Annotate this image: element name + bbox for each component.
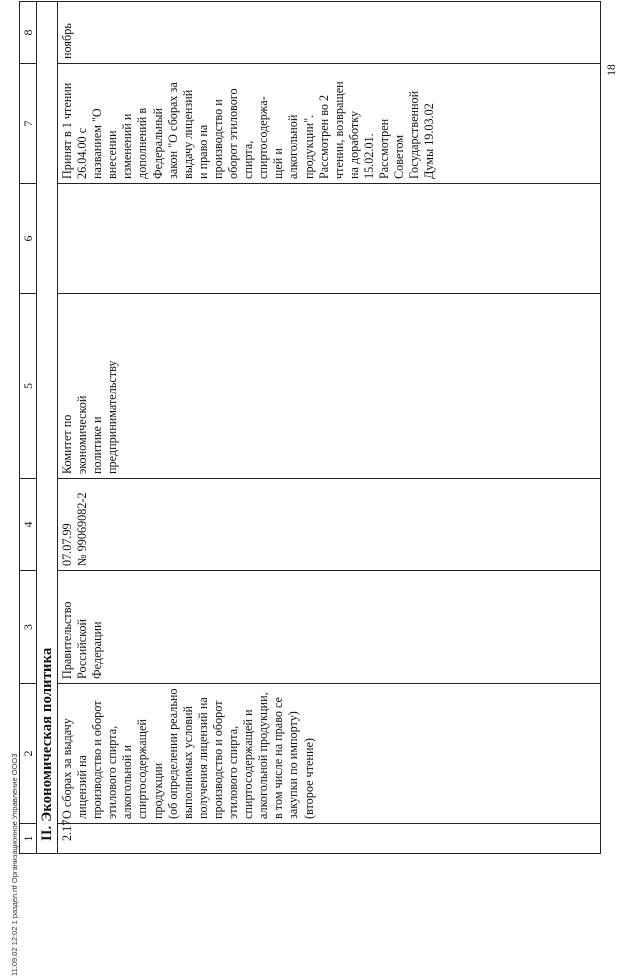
bill-initiator: Правительство Российской Федерации [58,571,601,684]
col-number: 7 [20,64,37,184]
page-number: 18 [606,64,618,76]
col-number: 5 [20,294,37,479]
column-number-row [20,2,37,854]
column-6-cell [58,184,601,294]
bill-date-number: 07.07.99 № 99069082-2 [58,479,601,571]
col-number: 1 [20,824,37,854]
responsible-committee: Комитет по экономической политике и предпринимательству [58,294,601,479]
section-row [37,2,58,854]
bill-status: Принят в 1 чтении 26.04.00 с названием "О внесении изменений и дополнений в Федеральный закон "О сборах за выдачу лицензий и право на производство и оборот этилового спирта, спиртосодержа- щей и алкогольной продукции". Рассмотрен во 2 чтении, возвращен на доработку 15.02.01. Рассмотрен Советом Государственной Думы 19.03.02 [58,64,601,184]
rotated-table-sheet [19,2,600,854]
bill-table [19,1,601,854]
col-number: 6 [20,184,37,294]
table-bottom-border [601,2,602,854]
document-footer: 11.09.02 12:02 1 раздел.rtf Организационное Управление ООО3 [10,753,19,976]
col-number: 4 [20,479,37,571]
section-title: II. Экономическая политика [37,2,58,854]
col-number: 8 [20,2,37,64]
table-row [58,2,601,854]
col-number: 2 [20,684,37,824]
bill-title: О сборах за выдачу лицензий на производство и оборот этилового спирта, алкогольной и спиртосодержащей продукции (об определении реально выполнимых условий получения лицензий на производство и оборот этилового спирта, спиртосодержащей и алкогольной продукции, в том числе на право се закупки по импорту) (второе чтение) [58,684,601,824]
planned-month: ноябрь [58,2,601,64]
col-number: 3 [20,571,37,684]
row-number: 2.17 [58,824,601,854]
